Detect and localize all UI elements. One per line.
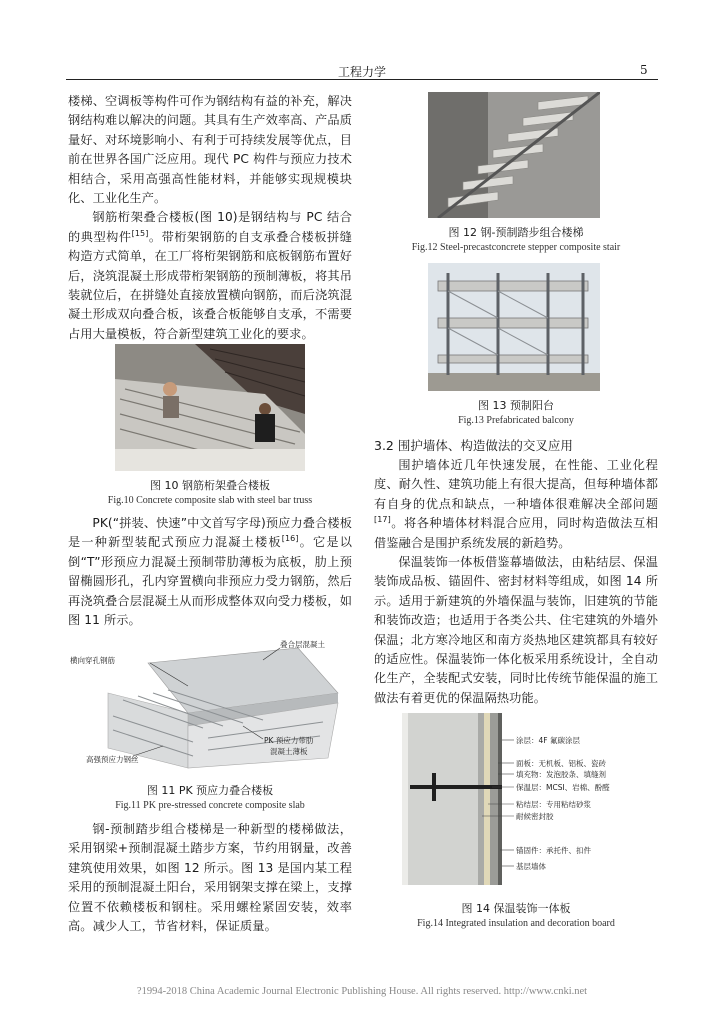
fig14-label-panel: 面板：无机板、铝板、瓷砖 [516, 759, 606, 768]
fig14-label-sealant: 耐候密封胶 [516, 812, 554, 821]
left-paragraph-3: PK(“拼装、快速”中文首写字母)预应力叠合楼板是一种新型装配式预应力混凝土楼板[16]。它是以倒“T”形预应力混凝土预制带肋薄板为底板，肋上预留椭圆形孔，孔内穿置横向非预应力受力钢筋，然后再浇筑叠合层混凝土从而形成整体双向受力楼板，如图 11 所示。 [68, 516, 352, 628]
left-paragraph-2: 钢筋桁架叠合楼板(图 10)是钢结构与 PC 结合的典型构件[15]。带桁架钢筋的自支承叠合楼板拼缝构造方式简单，在工厂将桁架钢筋和底板钢筋布置好后，浇筑混凝土形成带桁架钢筋的预制薄板，将其吊装就位后，在拼缝处直接放置横向钢筋，而后浇筑混凝土形成双向叠合板，该叠合板能够自支承，不需要占用大量模板，符合新型建筑工业化的要求。 [68, 210, 353, 341]
fig11-label-left2: 高强预应力钢丝 [86, 755, 139, 764]
figure-12-caption-cn: 图 12 钢-预制踏步组合楼梯 [448, 226, 584, 239]
page-number: 5 [640, 63, 648, 77]
right-paragraph-1: 围护墙体近几年快速发展，在性能、工业化程度、耐久性、建筑功能上有很大提高，但每种墙体都有自身的优点和缺点，一种墙体很难解决全部问题[17]。将各种墙体材料混合应用，同时构造做法互相借鉴融合是围护系统发展的新趋势。 [374, 458, 658, 550]
left-text-bottom [68, 820, 352, 936]
figure-11-caption-cn: 图 11 PK 预应力叠合楼板 [146, 784, 274, 797]
fig14-label-insulation: 保温层：MCSI、岩棉、酚醛 [516, 783, 610, 792]
figure-10-photo [115, 344, 305, 471]
fig14-label-anchor: 锚固件：承托件、扣件 [516, 846, 591, 855]
figure-12-caption-en: Fig.12 Steel-precastconcrete stepper composite stair [411, 242, 621, 253]
fig14-label-adhesive: 粘结层：专用粘结砂浆 [516, 800, 591, 809]
fig14-label-base-wall: 基层墙体 [516, 862, 546, 871]
figure-12-photo [428, 92, 600, 218]
journal-title: 工程力学 [337, 65, 386, 79]
copyright-footer: ?1994-2018 China Academic Journal Electronic Publishing House. All rights reserved. http://www.cnki.net [136, 986, 588, 997]
section-heading-3-2: 3.2 围护墙体、构造做法的交叉应用 [374, 438, 573, 453]
figure-14-caption-en: Fig.14 Integrated insulation and decoration board [417, 918, 615, 929]
right-paragraph-2: 保温装饰一体板借鉴幕墙做法，由粘结层、保温装饰成品板、锚固件、密封材料等组成，如图 14 所示。适用于新建筑的外墙保温与装饰，旧建筑的节能和装饰改造；也适用于各类公共、住宅建筑的外墙外保温；北方寒冷地区和南方炎热地区建筑都具有较好的适应性。保温装饰一体化板采用系统设计，全自动化生产，全装配式安装，同时比传统节能保温的施工做法有着更优的保温隔热功能。 [374, 555, 658, 705]
left-paragraph-1: 楼梯、空调板等构件可作为钢结构有益的补充，解决钢结构难以解决的问题。其具有生产效率高、产品质量好、对环境影响小、有利于可持续发展等优点，目前在世界各国广泛应用。现代 PC 构件与预应力技术相结合，采用高强高性能材料，并能够实现规模块化、工业化生产。 [68, 94, 352, 206]
fig11-label-right2: 混凝土薄板 [270, 747, 308, 756]
figure-10-caption-en: Fig.10 Concrete composite slab with steel bar truss [107, 495, 313, 506]
fig11-label-right1: PK 预应力带肋 [264, 736, 314, 745]
fig14-label-filler: 填充物：发泡胶条、填缝剂 [516, 770, 606, 779]
figure-13-caption-cn: 图 13 预制阳台 [478, 399, 554, 412]
figure-11-caption-en: Fig.11 PK pre-stressed concrete composite slab [115, 800, 305, 811]
fig11-label-left1: 横向穿孔钢筋 [70, 656, 115, 665]
figure-10-caption-cn: 图 10 钢筋桁架叠合楼板 [150, 479, 270, 492]
figure-13-photo [428, 263, 600, 391]
figure-11-diagram [68, 638, 352, 776]
right-text [374, 456, 658, 708]
left-text-top [68, 92, 352, 344]
fig14-label-coating: 涂层：4F 氟碳涂层 [516, 736, 580, 745]
header-rule [66, 79, 658, 80]
left-paragraph-4: 钢-预制踏步组合楼梯是一种新型的楼梯做法，采用钢梁+预制混凝土踏步方案，节约用钢量，改善建筑使用效果，如图 12 所示。图 13 是国内某工程采用的预制混凝土阳台，采用钢架支撑在梁上，支撑位置不依赖楼板和钢柱。采用螺栓紧固安装，效率高。减少人工，节省材料，保证质量。 [68, 822, 352, 934]
left-text-middle [68, 514, 352, 630]
figure-14-diagram [402, 713, 632, 885]
fig11-label-top: 叠合层混凝土 [280, 640, 325, 649]
figure-13-caption-en: Fig.13 Prefabricated balcony [458, 415, 574, 426]
figure-14-caption-cn: 图 14 保温装饰一体板 [461, 902, 571, 915]
